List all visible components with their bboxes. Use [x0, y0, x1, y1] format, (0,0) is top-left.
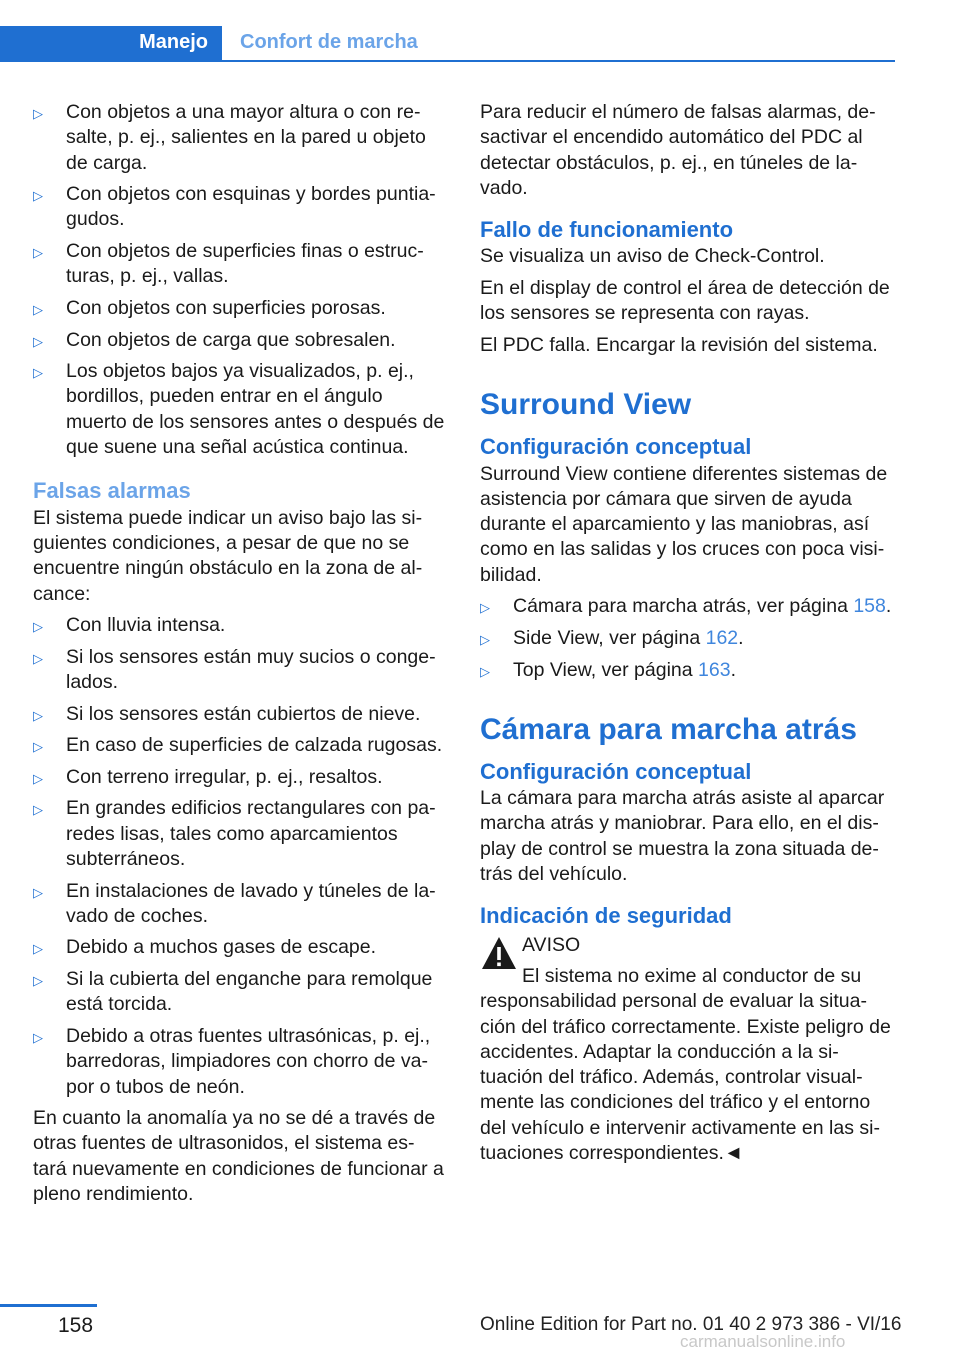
list-item: ▷ Si los sensores están cubiertos de nieve. [33, 702, 445, 727]
edition-text: Online Edition for Part no. 01 40 2 973 386 - VI/16 [480, 1314, 902, 1335]
header-tab-manejo-label: Manejo [139, 31, 208, 53]
triangle-bullet-icon: ▷ [33, 188, 43, 204]
list-item: ▷ Con objetos con superficies porosas. [33, 296, 445, 321]
footer-rule [0, 1304, 97, 1307]
right-column [480, 100, 898, 1166]
triangle-bullet-icon: ▷ [33, 106, 43, 121]
list-item: ▷ En grandes edificios rectangulares con pa-redes lisas, tales como aparcamientos subterráneos. [33, 797, 436, 870]
fallo-heading: Fallo de funcionamiento [480, 217, 734, 243]
triangle-bullet-icon: ▷ [33, 707, 43, 723]
page-link[interactable]: 162 [705, 626, 739, 649]
triangle-bullet-icon: ▷ [33, 1029, 43, 1045]
surround-config-heading: Configuración conceptual [480, 434, 752, 460]
triangle-bullet-icon: ▷ [33, 973, 43, 989]
surround-list [480, 594, 898, 682]
warning-triangle-icon [480, 935, 518, 971]
falsas-alarmas-intro: El sistema puede indicar un aviso bajo las si-guientes condiciones, a pesar de que no se encuentre ningún obstáculo en la zona de al-cance: [33, 506, 423, 605]
list-item: ▷ Si la cubierta del enganche para remolque está torcida. [33, 968, 433, 1016]
header-tab-confort[interactable]: Confort de marcha [240, 31, 418, 53]
warning-block [480, 933, 898, 1167]
list-item: ▷ Con terreno irregular, p. ej., resaltos. [33, 765, 445, 790]
list-item: ▷ Debido a muchos gases de escape. [33, 935, 445, 960]
list-item: ▷ En caso de superficies de calzada rugosas. [33, 733, 445, 758]
list-item: ▷ Debido a otras fuentes ultrasónicas, p. ej., barredoras, limpiadores con chorro de va-por o tubos de neón. [33, 1024, 431, 1098]
triangle-bullet-icon: ▷ [33, 802, 43, 818]
bullet-list-top [33, 100, 445, 460]
list-item: ▷ En instalaciones de lavado y túneles de la-vado de coches. [33, 879, 436, 927]
bullet-list-falsas [33, 613, 445, 1100]
left-column [33, 100, 445, 1214]
header-tab-manejo[interactable] [0, 26, 222, 62]
triangle-bullet-icon: ▷ [33, 333, 43, 349]
triangle-bullet-icon: ▷ [33, 619, 43, 635]
watermark: carmanualsonline.info [680, 1332, 846, 1351]
aviso-first-line: El sistema no exime al conductor de su [522, 964, 862, 987]
aviso-text: responsabilidad personal de evaluar la situa-ción del tráfico correctamente. Existe peligro de accidentes. Adaptar la conducción a la si-tuación del tráfico. Además, controlar visual-mente las condiciones del tráfico y el entorno del vehículo e intervenir activamente en las si-tuaciones correspondientes.◄ [480, 990, 891, 1164]
triangle-bullet-icon: ▷ [33, 365, 43, 381]
camara-paragraph: La cámara para marcha atrás asiste al aparcar marcha atrás y maniobrar. Para ello, en el dis-play de control se muestra la zona situada de-trás del vehículo. [480, 787, 885, 886]
triangle-bullet-icon: ▷ [480, 663, 490, 679]
triangle-bullet-icon: ▷ [33, 650, 43, 666]
surround-view-title: Surround View [480, 388, 692, 422]
list-item: ▷ Con lluvia intensa. [33, 613, 445, 638]
seguridad-heading: Indicación de seguridad [480, 903, 732, 929]
triangle-bullet-icon: ▷ [33, 301, 43, 317]
aviso-label: AVISO [522, 933, 581, 956]
list-item: ▷ Con objetos con esquinas y bordes puntia-gudos. [33, 183, 436, 231]
list-item: ▷ Si los sensores están muy sucios o conge-lados. [33, 645, 436, 694]
page-number: 158 [58, 1314, 94, 1337]
triangle-bullet-icon: ▷ [33, 739, 43, 755]
fallo-paragraph: El PDC falla. Encargar la revisión del sistema. [480, 333, 878, 356]
list-item: ▷ Con objetos a una mayor altura o con re-salte, p. ej., salientes en la pared u objeto de carga. [33, 101, 426, 174]
pdc-intro-paragraph: Para reducir el número de falsas alarmas, de-sactivar el encendido automático del PDC al detectar obstáculos, p. ej., en túneles de la-vado. [480, 101, 876, 199]
triangle-bullet-icon: ▷ [33, 770, 43, 786]
list-item: ▷ Los objetos bajos ya visualizados, p. ej., bordillos, pueden entrar en el ángulo muerto de los sensores antes o después de que suene una señal acústica continua. [33, 360, 445, 459]
camara-title: Cámara para marcha atrás [480, 712, 857, 746]
triangle-bullet-icon: ▷ [33, 941, 43, 957]
fallo-paragraph: Se visualiza un aviso de Check-Control. [480, 245, 825, 268]
triangle-bullet-icon: ▷ [480, 600, 490, 616]
fallo-paragraph: En el display de control el área de detección de los sensores se representa con rayas. [480, 277, 890, 325]
list-item: ▷ Con objetos de carga que sobresalen. [33, 328, 445, 353]
surround-paragraph: Surround View contiene diferentes sistemas de asistencia por cámara que sirven de ayuda durante el aparcamiento y las maniobras, así como en las salidas y los cruces con poca visi-bilidad. [480, 462, 888, 586]
triangle-bullet-icon: ▷ [33, 884, 43, 900]
list-item: ▷ Side View, ver página 162. [480, 626, 898, 651]
page-link[interactable]: 158 [853, 595, 886, 618]
list-item: ▷ Cámara para marcha atrás, ver página 158. [480, 594, 898, 619]
triangle-bullet-icon: ▷ [480, 631, 490, 647]
falsas-alarmas-heading: Falsas alarmas [33, 478, 191, 504]
camara-config-heading: Configuración conceptual [480, 758, 752, 784]
list-item: ▷ Con objetos de superficies finas o estruc-turas, p. ej., vallas. [33, 240, 424, 288]
list-item: ▷ Top View, ver página 163. [480, 658, 898, 683]
triangle-bullet-icon: ▷ [33, 245, 43, 261]
page-link[interactable]: 163 [698, 658, 731, 681]
closing-paragraph: En cuanto la anomalía ya no se dé a través de otras fuentes de ultrasonidos, el sistema es-tará nuevamente en condiciones de funcionar a pleno rendimiento. [33, 1107, 444, 1206]
